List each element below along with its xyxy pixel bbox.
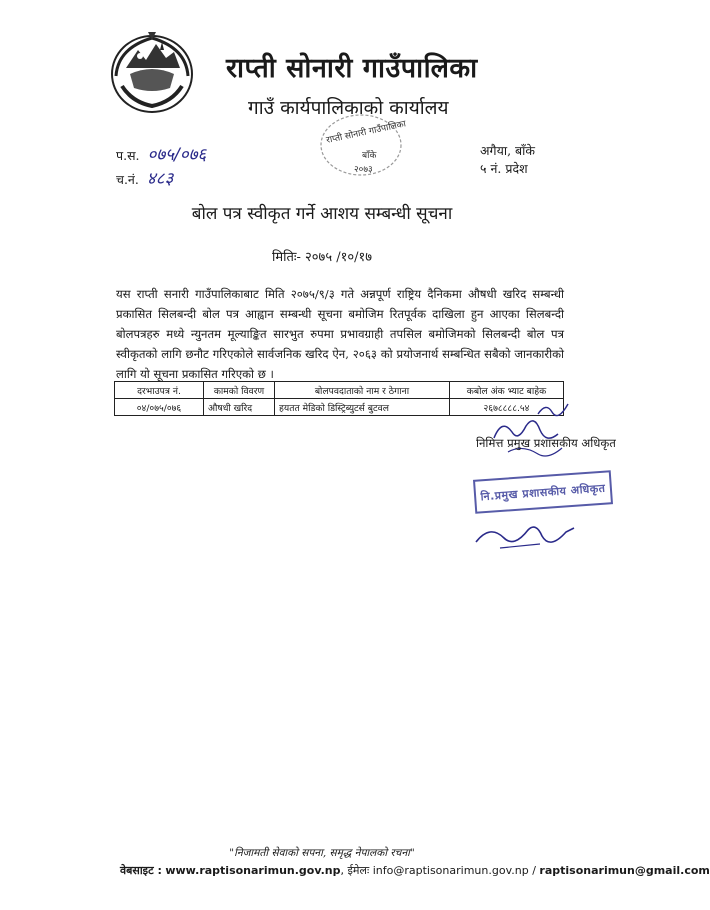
table-header-cell: बोलपवदाताको नाम र ठेगाना [275,382,450,399]
table-header-cell: कबोल अंक भ्याट बाहेक [450,382,564,399]
notice-body: यस राप्ती सनारी गाउँपालिकाबाट मिति २०७५/९/३ गते अन्नपूर्ण राष्ट्रिय दैनिकमा औषधी खरिद सम्बन्धी प्रकासित सिलबन्दी बोल पत्र आह्वान सम्बन्धी सूचना बमोजिम रितपूर्वक दाखिला हुन आएका सिलबन्दी बोलपत्रहरु मध्ये न्युनतम मूल्याङ्कित सारभुत रुपमा प्रभावग्राही तपसिल बमोजिमको सिलबन्दी बोल पत्र स्वीकृतको लागि छनौट गरिएकोले सार्वजनिक खरिद ऐन, २०६३ को प्रयोजनार्थ सम्बन्धित सबैको जानकारीको लागि यो सूचना प्रकासित गरिएको छ । [116,287,564,381]
table-cell: हयतत मेडिको डिस्ट्रिब्युटर्स बुटवल [275,399,450,416]
table-cell: ०४/०७५/०७६ [115,399,204,416]
nepal-emblem-icon [108,28,196,116]
reference-value: ०७५/०७६ [147,145,207,165]
table-header-cell: कामको विवरण [204,382,275,399]
office-location: अगैया, बाँके [480,143,535,158]
table-cell: औषधी खरिद [204,399,275,416]
website-label: वेबसाइट : [120,864,162,877]
email-link[interactable]: info@raptisonarimun.gov.np [372,864,529,877]
table-header-cell: दरभाउपत्र नं. [115,382,204,399]
footer-separator: / [532,864,536,877]
email-label: ईमेलः [347,864,370,877]
seal-text-1: राप्ती सोनारी गाउँपालिका [325,119,407,146]
seal-text-2: बाँके [362,151,377,161]
reference-number [116,142,206,165]
table-cell: २६७८८८८.५४ [450,399,564,416]
signatory-title: निमित्त प्रमुख प्रशासकीय अधिकृत [476,436,616,450]
dispatch-label: च.नं. [116,172,139,187]
footer-contact: वेबसाइट : www.raptisonarimun.gov.np, ईमेलः info@raptisonarimun.gov.np / raptisonarimun@gmail.com [120,864,710,877]
office-province: ५ नं. प्रदेश [480,161,528,176]
dispatch-number [116,166,173,189]
office-seal [318,112,407,178]
official-stamp: नि.प्रमुख प्रशासकीय अधिकृत [473,470,613,514]
stamp-signature [470,520,580,554]
office-subtitle: गाउँ कार्यपालिकाको कार्यालय [248,97,449,119]
notice-date: मितिः- २०७५ /१०/१७ [271,250,373,265]
website-link[interactable]: www.raptisonarimun.gov.np [165,864,341,877]
notice-title: बोल पत्र स्वीकृत गर्ने आशय सम्बन्धी सूचना [191,204,453,224]
email2-link[interactable]: raptisonarimun@gmail.com [539,864,710,877]
seal-text-3: २०७३ [354,165,373,175]
office-name: राप्ती सोनारी गाउँपालिका [226,53,478,84]
table-header-row [115,382,564,399]
footer-motto: "निजामती सेवाको सपना, समृद्ध नेपालको रचना" [229,847,415,859]
reference-label: प.स. [116,148,140,163]
dispatch-value: ४८३ [146,169,174,189]
